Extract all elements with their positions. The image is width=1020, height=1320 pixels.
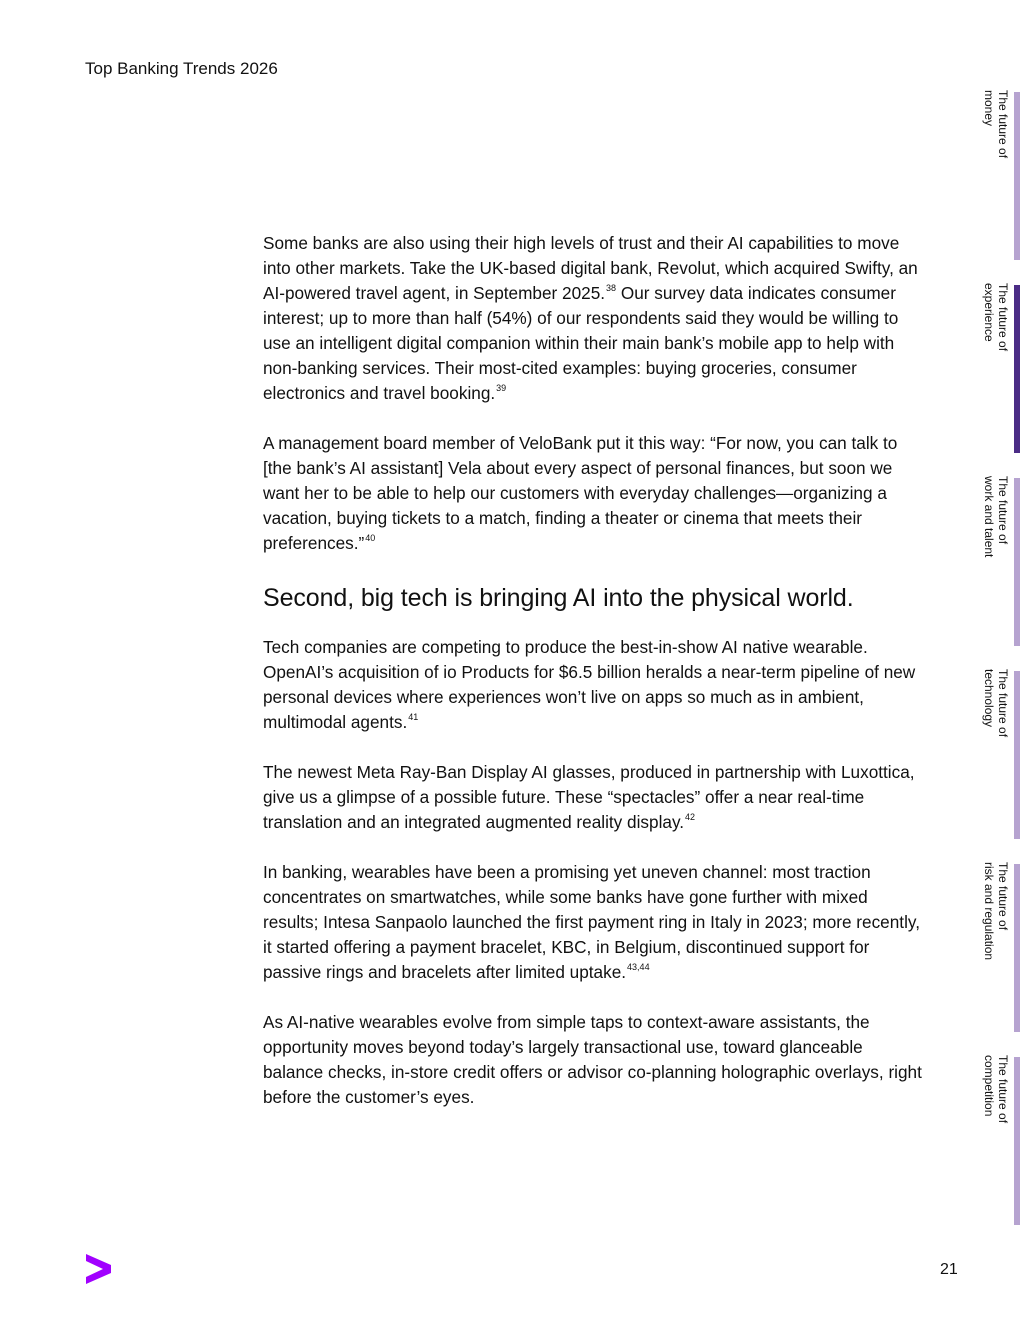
paragraph-wearables-banking: [263, 860, 923, 985]
paragraph-text: A management board member of VeloBank put it this way: “For now, you can talk to [the bank’s AI assistant] Vela about every aspect of personal finances, but soon we want her to be able to help our customers with everyday challenges—organizing a vacation, buying tickets to a match, finding a theater or cinema that meets their preferences.”: [263, 433, 898, 553]
paragraph-text: Some banks are also using their high levels of trust and their AI capabilities to move into other markets. Take the UK-based digital bank, Revolut, which acquired Swifty, an AI-powered travel agent, in September 2025.: [263, 233, 918, 303]
side-nav-item-experience[interactable]: [976, 283, 1020, 455]
paragraph-text: The newest Meta Ray-Ban Display AI glasses, produced in partnership with Luxottica, give us a glimpse of a possible future. These “spectacles” offer a near real-time translation and an integrated augmented reality display.: [263, 762, 915, 832]
page-number: 21: [940, 1261, 958, 1278]
side-nav-label: The future of experience: [982, 283, 1010, 352]
side-nav-indicator: [1014, 671, 1020, 839]
side-nav-label: The future of money: [982, 90, 1010, 159]
footnote-ref-41[interactable]: 41: [408, 712, 419, 723]
side-nav-label: The future of technology: [982, 669, 1010, 738]
accenture-logo: [84, 1254, 112, 1284]
side-nav-indicator: [1014, 478, 1020, 646]
side-nav-item-competition[interactable]: [976, 1055, 1020, 1227]
side-nav-label: The future of work and talent: [982, 476, 1010, 558]
side-nav-label: The future of risk and regulation: [982, 862, 1010, 961]
side-nav-item-work-and-talent[interactable]: [976, 476, 1020, 648]
side-nav-indicator: [1014, 1057, 1020, 1225]
paragraph-text: In banking, wearables have been a promising yet uneven channel: most traction concentrates on smartwatches, while some banks have gone further with mixed results; Intesa Sanpaolo launched the first payment ring in Italy in 2023; more recently, it started offering a payment bracelet, KBC, in Belgium, discontinued support for passive rings and bracelets after limited uptake.: [263, 862, 920, 982]
footnote-ref-42[interactable]: 42: [685, 812, 696, 823]
side-nav-item-risk-and-regulation[interactable]: [976, 862, 1020, 1034]
footnote-ref-43-44[interactable]: 43,44: [627, 962, 650, 973]
paragraph-text: Our survey data indicates consumer interest; up to more than half (54%) of our respondents said they would be willing to use an intelligent digital companion within their main bank’s mobile app to help with non-banking services. Their most-cited examples: buying groceries, consumer electronics and travel booking.: [263, 283, 899, 403]
side-nav-indicator: [1014, 864, 1020, 1032]
footnote-ref-38[interactable]: 38: [606, 283, 617, 294]
section-side-nav: [976, 90, 1020, 1230]
main-content: [263, 231, 923, 1135]
paragraph-text: As AI-native wearables evolve from simple taps to context-aware assistants, the opportunity moves beyond today’s largely transactional use, toward glanceable balance checks, in-store credit offers or advisor co-planning holographic overlays, right before the customer’s eyes.: [263, 1012, 922, 1107]
side-nav-item-technology[interactable]: [976, 669, 1020, 841]
section-heading: Second, big tech is bringing AI into the physical world.: [263, 584, 854, 612]
accenture-chevron-logo-icon: [84, 1254, 112, 1284]
side-nav-item-money[interactable]: [976, 90, 1020, 262]
paragraph-revolut: [263, 231, 923, 406]
paragraph-meta-glasses: [263, 760, 923, 835]
side-nav-indicator-active: [1014, 285, 1020, 453]
footnote-ref-40[interactable]: 40: [365, 533, 376, 544]
footnote-ref-39[interactable]: 39: [496, 383, 507, 394]
side-nav-indicator: [1014, 92, 1020, 260]
document-title: Top Banking Trends 2026: [85, 59, 278, 78]
paragraph-ai-native-wearables: [263, 1010, 923, 1110]
paragraph-velobank: [263, 431, 923, 556]
paragraph-openai: [263, 635, 923, 735]
paragraph-text: Tech companies are competing to produce the best-in-show AI native wearable. OpenAI’s acquisition of io Products for $6.5 billion heralds a near-term pipeline of new personal devices where experiences won’t live on apps so much as in ambient, multimodal agents.: [263, 637, 916, 732]
side-nav-label: The future of competition: [982, 1055, 1010, 1124]
